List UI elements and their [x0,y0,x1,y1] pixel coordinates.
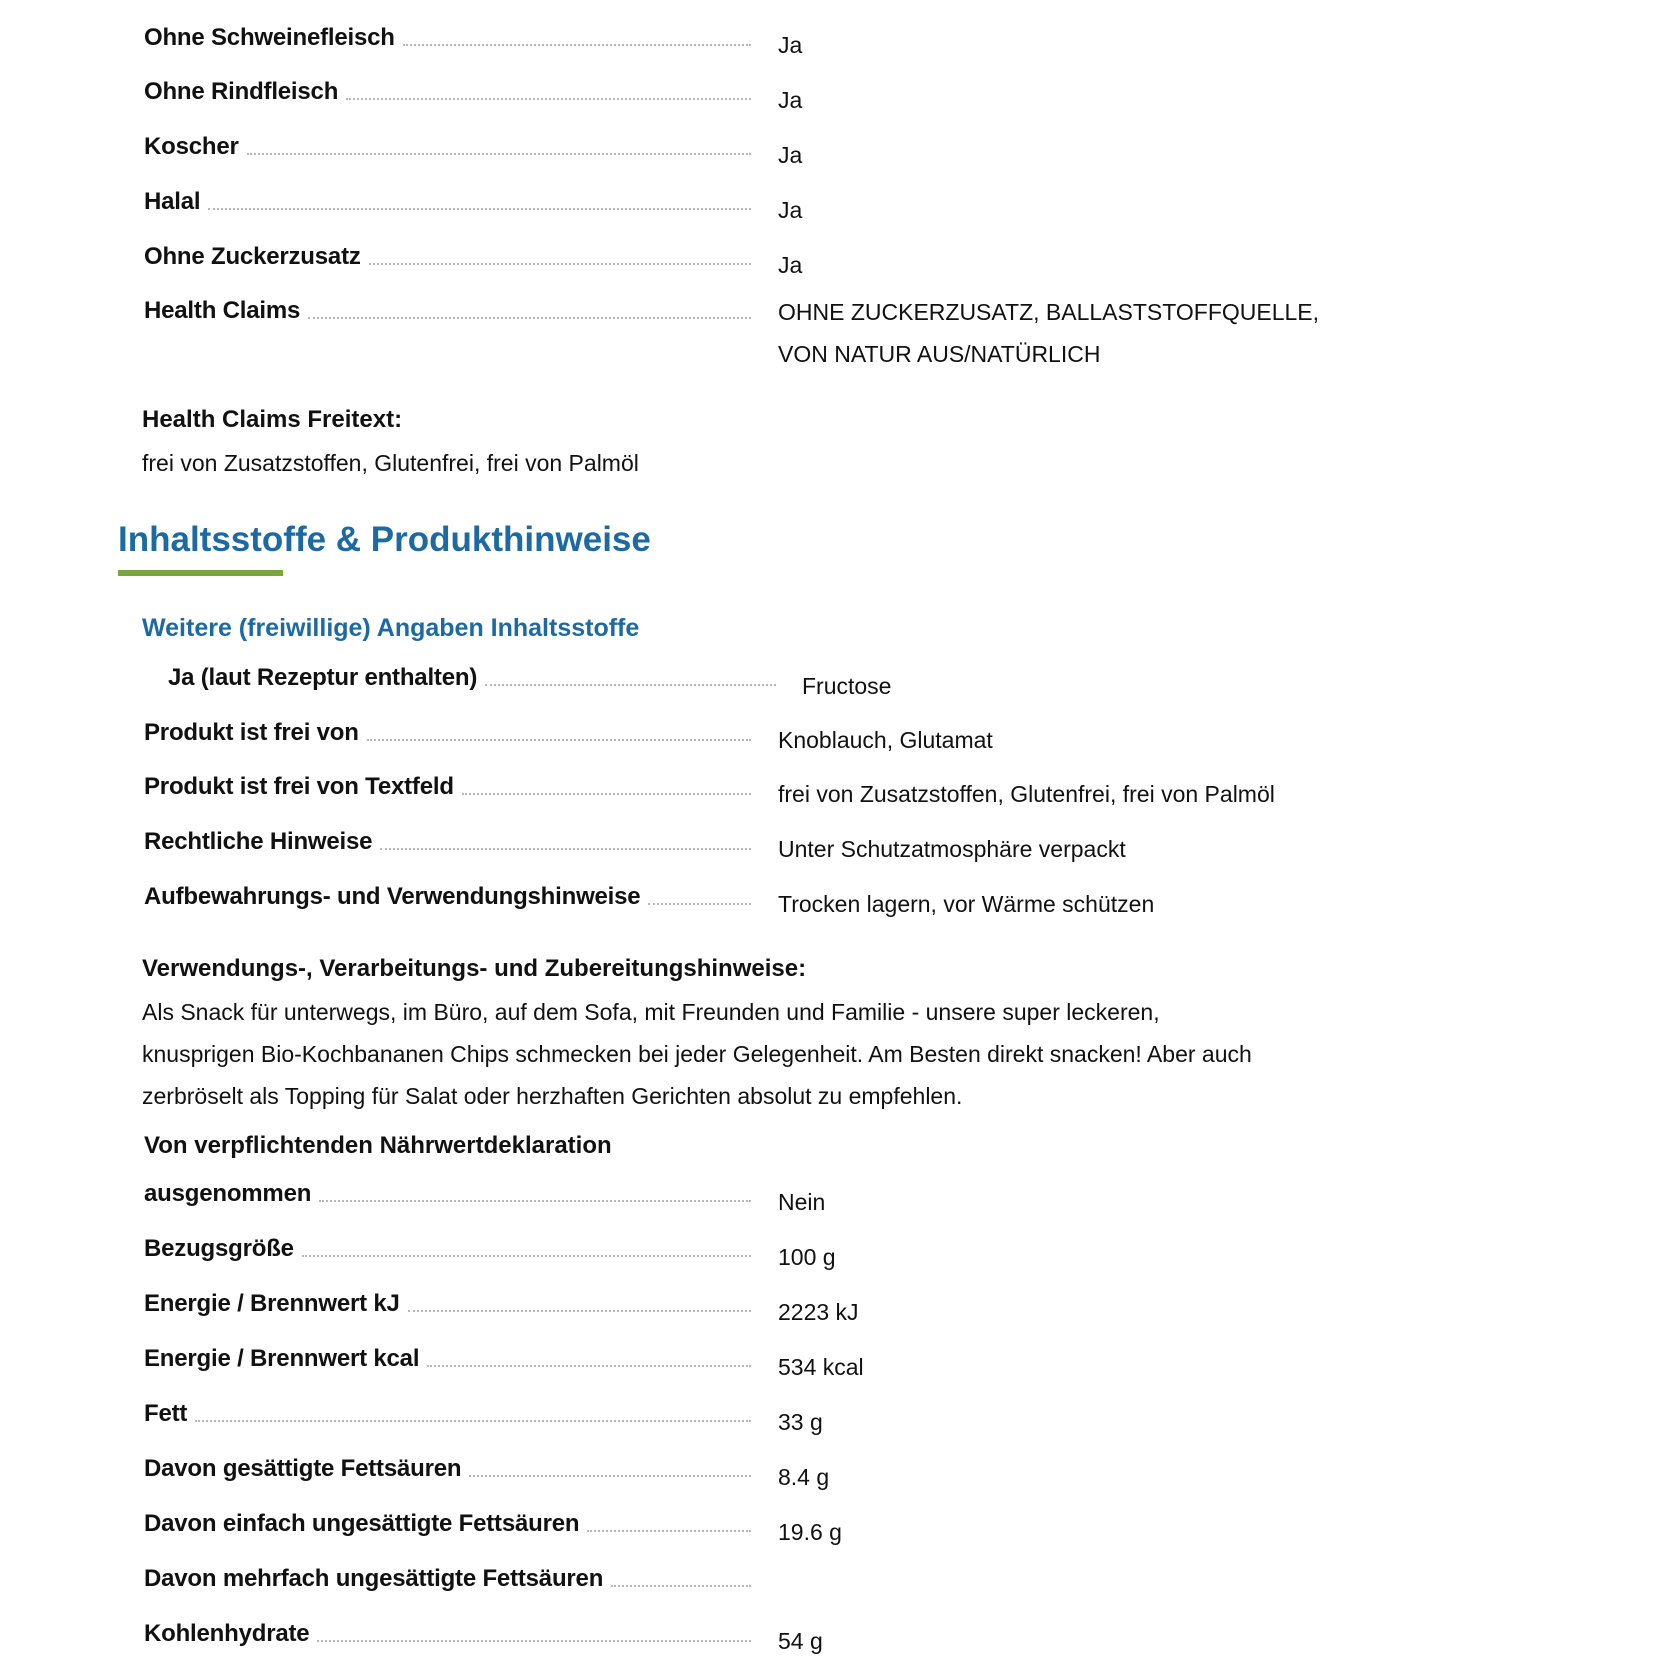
value: Ja [778,197,803,223]
row-ohne-zuckerzusatz [144,243,751,271]
label: Kohlenhydrate [144,1620,310,1647]
usage-line-3: zerbröselt als Topping für Salat oder herzhaften Gerichten absolut zu empfehlen. [142,1083,963,1109]
dot-leader [469,1475,751,1477]
usage-title: Verwendungs-, Verarbeitungs- und Zubereitungshinweise: [142,955,807,982]
row-health-claims [144,297,751,325]
dot-leader [611,1585,751,1587]
value: 19.6 g [778,1519,842,1545]
value: 33 g [778,1409,823,1435]
row-halal [144,188,751,216]
value-line-2: VON NATUR AUS/NATÜRLICH [778,341,1101,367]
dot-leader [317,1640,751,1642]
label: Davon mehrfach ungesättigte Fettsäuren [144,1565,604,1592]
label: ausgenommen [144,1180,312,1207]
dot-leader [367,739,751,741]
label: Halal [144,188,201,215]
dot-leader [380,848,751,850]
label: Produkt ist frei von [144,719,359,746]
health-claims-freitext-title: Health Claims Freitext: [142,406,403,433]
section-heading: Inhaltsstoffe & Produkthinweise [118,520,651,559]
row-gesaettigte-fettsaeuren [144,1455,751,1483]
label: Ja (laut Rezeptur enthalten) [168,664,478,691]
row-kohlenhydrate [144,1620,751,1648]
label: Davon einfach ungesättigte Fettsäuren [144,1510,580,1537]
label: Ohne Zuckerzusatz [144,243,361,270]
row-produkt-frei-von [144,719,751,747]
value: Ja [778,87,803,113]
value: 8.4 g [778,1464,830,1490]
row-bezugsgroesse [144,1235,751,1263]
value: 100 g [778,1244,836,1270]
row-ohne-rindfleisch [144,78,751,106]
dot-leader [308,317,751,319]
row-koscher [144,133,751,161]
value: 534 kcal [778,1354,864,1380]
value: 54 g [778,1628,823,1654]
value: Trocken lagern, vor Wärme schützen [778,891,1155,917]
dot-leader [462,793,751,795]
dot-leader [195,1420,751,1422]
label: Koscher [144,133,239,160]
label: Ohne Rindfleisch [144,78,339,105]
value: Unter Schutzatmosphäre verpackt [778,836,1126,862]
dot-leader [408,1310,751,1312]
dot-leader [648,903,751,905]
value: Ja [778,252,803,278]
dot-leader [302,1255,751,1257]
dot-leader [247,153,751,155]
value-line-1: OHNE ZUCKERZUSATZ, BALLASTSTOFFQUELLE, [778,299,1320,325]
dot-leader [485,684,776,686]
dot-leader [369,263,751,265]
label: Ohne Schweinefleisch [144,24,395,51]
label: Energie / Brennwert kJ [144,1290,400,1317]
label: Produkt ist frei von Textfeld [144,773,454,800]
value: 2223 kJ [778,1299,859,1325]
section-subheading: Weitere (freiwillige) Angaben Inhaltsstoffe [142,614,640,642]
label: Bezugsgröße [144,1235,294,1262]
row-einfach-ungesaettigte [144,1510,751,1538]
value: Knoblauch, Glutamat [778,727,993,753]
value: frei von Zusatzstoffen, Glutenfrei, frei von Palmöl [778,781,1275,807]
row-energie-kj [144,1290,751,1318]
value: Fructose [802,673,892,699]
value: Ja [778,32,803,58]
row-produkt-frei-von-textfeld [144,773,751,801]
dot-leader [403,44,751,46]
row-ja-laut-rezeptur [168,664,776,692]
label: Fett [144,1400,188,1427]
value: Ja [778,142,803,168]
health-claims-freitext-text: frei von Zusatzstoffen, Glutenfrei, frei von Palmöl [142,450,639,476]
nutrition-exempt-label-line-1: Von verpflichtenden Nährwertdeklaration [144,1132,612,1159]
label: Health Claims [144,297,301,324]
usage-line-1: Als Snack für unterwegs, im Büro, auf dem Sofa, mit Freunden und Familie - unsere super leckeren, [142,999,1160,1025]
section-heading-underline [118,570,283,576]
row-mehrfach-ungesaettigte [144,1565,751,1593]
row-rechtliche-hinweise [144,828,751,856]
dot-leader [427,1365,751,1367]
row-ausgenommen [144,1180,751,1208]
row-aufbewahrungshinweise [144,883,751,911]
label: Energie / Brennwert kcal [144,1345,420,1372]
row-energie-kcal [144,1345,751,1373]
label: Aufbewahrungs- und Verwendungshinweise [144,883,641,910]
dot-leader [319,1200,751,1202]
label: Davon gesättigte Fettsäuren [144,1455,462,1482]
row-fett [144,1400,751,1428]
dot-leader [587,1530,751,1532]
label: Rechtliche Hinweise [144,828,373,855]
row-ohne-schweinefleisch [144,24,751,52]
usage-line-2: knusprigen Bio-Kochbananen Chips schmecken bei jeder Gelegenheit. Am Besten direkt snacken! Aber auch [142,1041,1252,1067]
dot-leader [208,208,751,210]
value: Nein [778,1189,826,1215]
dot-leader [346,98,751,100]
